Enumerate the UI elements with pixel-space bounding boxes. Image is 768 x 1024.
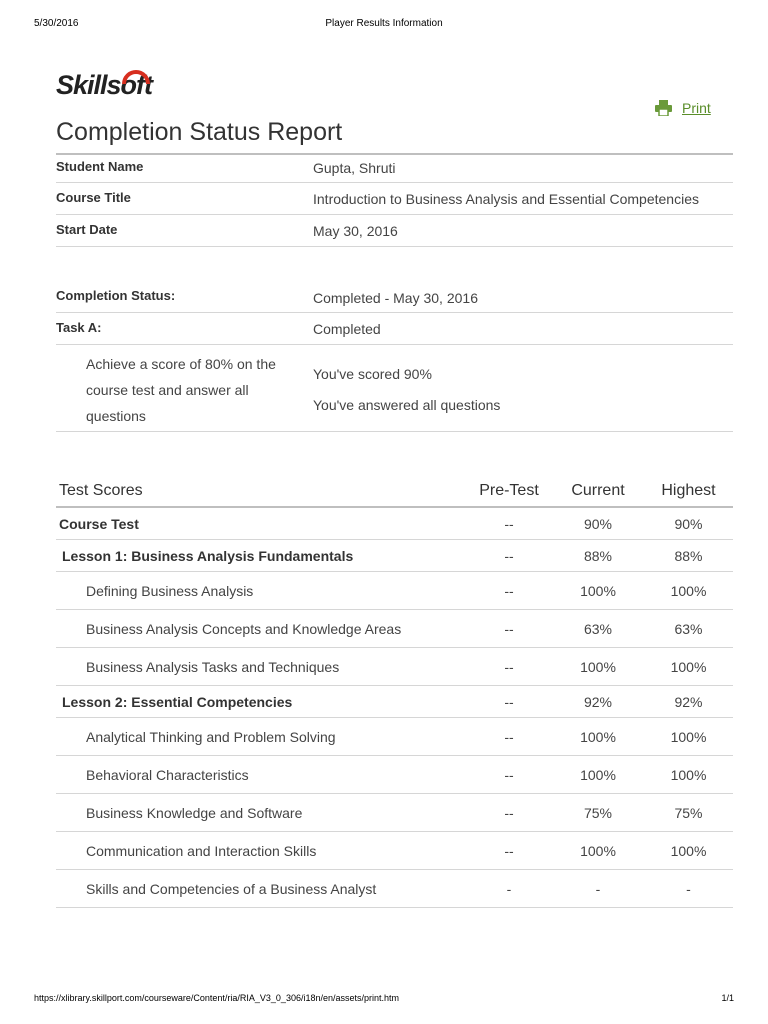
score-current: 100% [552,648,644,686]
score-highest: 100% [644,648,733,686]
score-highest: 100% [644,572,733,610]
task-result-answered: You've answered all questions [313,397,501,413]
score-highest: 88% [644,540,733,572]
score-name: Course Test [56,507,466,540]
print-button[interactable] [655,100,711,116]
score-name: Business Analysis Tasks and Techniques [56,648,466,686]
score-name: Business Knowledge and Software [56,794,466,832]
logo-wordmark: Skillsoft [56,70,153,100]
info-label: Student Name [56,159,144,174]
score-current: 88% [552,540,644,572]
completion-status-row [56,282,733,313]
page-title: Completion Status Report [56,118,343,146]
print-label[interactable]: Print [682,100,711,116]
info-value: May 30, 2016 [313,223,398,239]
score-current: 100% [552,718,644,756]
score-current: 100% [552,832,644,870]
score-current: - [552,870,644,908]
print-footer-page: 1/1 [721,993,734,1003]
score-row-lesson [56,686,733,718]
task-result-score: You've scored 90% [313,366,432,382]
score-current: 100% [552,756,644,794]
score-row-topic [56,756,733,794]
score-pre: - [466,870,552,908]
score-highest: 100% [644,756,733,794]
score-highest: 75% [644,794,733,832]
task-requirement-row [56,345,733,432]
score-name: Behavioral Characteristics [56,756,466,794]
score-highest: 90% [644,507,733,540]
test-scores-table [56,476,733,908]
completion-status-label: Completion Status: [56,288,176,303]
task-label: Task A: [56,320,102,335]
skillsoft-logo [56,64,176,104]
score-highest: 63% [644,610,733,648]
col-highest: Highest [644,476,733,507]
score-row-topic [56,870,733,908]
score-current: 92% [552,686,644,718]
completion-status-value: Completed - May 30, 2016 [313,290,478,306]
score-name: Defining Business Analysis [56,572,466,610]
score-row-topic [56,794,733,832]
score-name: Lesson 1: Business Analysis Fundamentals [56,540,466,572]
score-name: Communication and Interaction Skills [56,832,466,870]
info-label: Start Date [56,222,118,237]
task-requirement: Achieve a score of 80% on the course test and answer all questions [86,356,276,424]
score-current: 90% [552,507,644,540]
score-name: Lesson 2: Essential Competencies [56,686,466,718]
col-current: Current [552,476,644,507]
score-pre: -- [466,648,552,686]
info-row-student [56,155,733,183]
score-pre: -- [466,794,552,832]
score-name: Analytical Thinking and Problem Solving [56,718,466,756]
score-pre: -- [466,756,552,794]
print-header-date: 5/30/2016 [34,18,79,29]
task-value: Completed [313,321,381,337]
logo-arc-icon [121,64,151,86]
score-highest: 100% [644,718,733,756]
score-name: Business Analysis Concepts and Knowledge Areas [56,610,466,648]
score-row-topic [56,832,733,870]
score-row-course-test [56,507,733,540]
info-value: Introduction to Business Analysis and Essential Competencies [313,191,699,207]
info-value: Gupta, Shruti [313,160,396,176]
task-row [56,313,733,345]
col-pre-test: Pre-Test [466,476,552,507]
score-row-lesson [56,540,733,572]
score-pre: -- [466,540,552,572]
score-row-topic [56,648,733,686]
print-header-title: Player Results Information [325,18,443,29]
score-pre: -- [466,572,552,610]
score-highest: 92% [644,686,733,718]
score-current: 75% [552,794,644,832]
info-row-start-date [56,215,733,247]
printer-icon [655,100,672,116]
score-row-topic [56,610,733,648]
score-highest: - [644,870,733,908]
test-scores-header [56,476,733,507]
print-footer-url: https://xlibrary.skillport.com/courseware/Content/ria/RIA_V3_0_306/i18n/en/assets/print.htm [34,993,400,1003]
score-pre: -- [466,832,552,870]
score-pre: -- [466,610,552,648]
score-name: Skills and Competencies of a Business Analyst [56,870,466,908]
score-row-topic [56,572,733,610]
score-pre: -- [466,718,552,756]
score-current: 63% [552,610,644,648]
score-current: 100% [552,572,644,610]
score-pre: -- [466,686,552,718]
score-row-topic [56,718,733,756]
col-test-scores: Test Scores [56,476,466,507]
info-label: Course Title [56,190,131,205]
score-highest: 100% [644,832,733,870]
score-pre: -- [466,507,552,540]
info-row-course [56,183,733,215]
